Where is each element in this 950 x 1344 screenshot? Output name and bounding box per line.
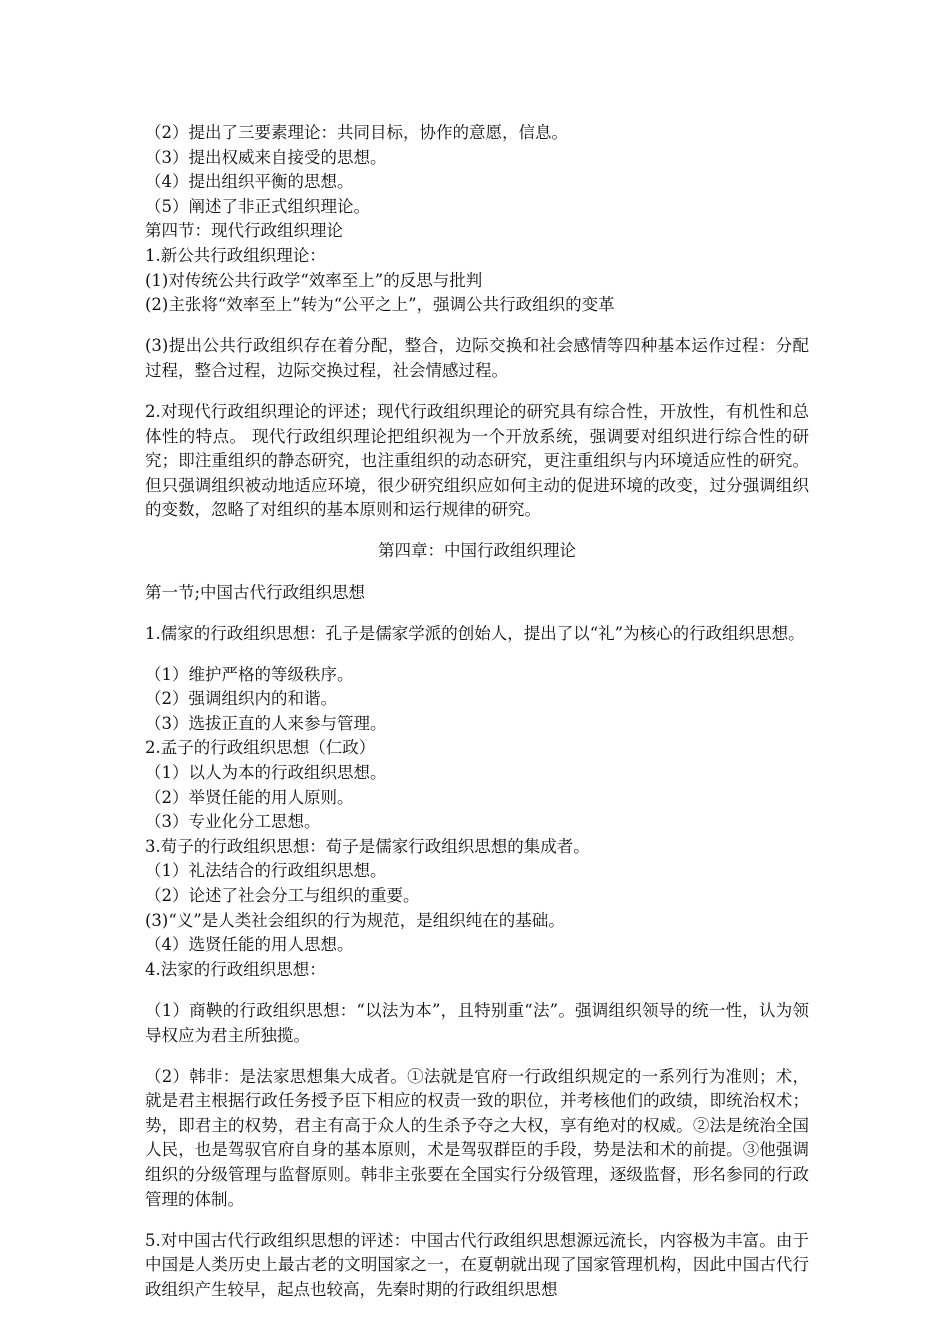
paragraph: （2）论述了社会分工与组织的重要。 — [145, 886, 420, 906]
paragraph: （2）提出了三要素理论：共同目标，协作的意愿，信息。 — [145, 123, 568, 142]
paragraph: 1.新公共行政组织理论： — [145, 245, 326, 265]
paragraph: 4.法家的行政组织思想： — [145, 959, 326, 979]
paragraph: 3.荀子的行政组织思想：荀子是儒家行政组织思想的集成者。 — [145, 836, 590, 856]
paragraph: 2.孟子的行政组织思想（仁政） — [145, 738, 376, 758]
paragraph: （4）提出组织平衡的思想。 — [145, 172, 354, 192]
paragraph: （1）以人为本的行政组织思想。 — [145, 763, 387, 783]
paragraph: （2）强调组织内的和谐。 — [145, 689, 337, 709]
paragraph: （1）商鞅的行政组织思想：“以法为本”，且特别重“法”。强调组织领导的统一性，认为领导权应为君主所独揽。 — [145, 1000, 809, 1045]
paragraph: （4）选贤任能的用人思想。 — [145, 935, 354, 955]
chapter-heading: 第四章：中国行政组织理论 — [378, 541, 576, 561]
paragraph: （2）举贤任能的用人原则。 — [145, 787, 354, 807]
paragraph: 5.对中国古代行政组织思想的评述：中国古代行政组织思想源远流长，内容极为丰富。由于中国是人类历史上最古老的文明国家之一，在夏朝就出现了国家管理机构，因此中国古代行政组织产生较早，起点也较高，先秦时期的行政组织思想 — [145, 1230, 809, 1299]
paragraph: (3)“义”是人类社会组织的行为规范，是组织纯在的基础。 — [145, 910, 565, 930]
paragraph: (3)提出公共行政组织存在着分配，整合，边际交换和社会感情等四种基本运作过程：分配过程，整合过程，边际交换过程，社会情感过程。 — [145, 336, 809, 380]
section-heading: 第一节;中国古代行政组织思想 — [145, 582, 366, 602]
paragraph: （1）礼法结合的行政组织思想。 — [145, 861, 387, 881]
section-heading: 第四节：现代行政组织理论 — [145, 221, 343, 241]
paragraph: 2.对现代行政组织理论的评述；现代行政组织理论的研究具有综合性，开放性，有机性和总体性的特点。 现代行政组织理论把组织视为一个开放系统，强调要对组织进行综合性的研究；即注重组织的静态研究，也注重组织的动态研究，更注重组织与内环境适应性的研究。 但只强调组织被动地适应环境，很少研究组织应如何主动的促进环境的改变，过分强调组织的变数，忽略了对组织的基本原则和运行规律的研究。 — [145, 401, 809, 520]
paragraph: （1）维护严格的等级秩序。 — [145, 664, 354, 684]
paragraph: (2)主张将“效率至上”转为“公平之上”，强调公共行政组织的变革 — [145, 295, 615, 315]
paragraph: （3）提出权威来自接受的思想。 — [145, 147, 387, 167]
paragraph: 1.儒家的行政组织思想：孔子是儒家学派的创始人，提出了以“礼”为核心的行政组织思想。 — [145, 623, 805, 643]
paragraph: （3）选拔正直的人来参与管理。 — [145, 713, 387, 733]
paragraph: （3）专业化分工思想。 — [145, 812, 321, 832]
paragraph: （2）韩非：是法家思想集大成者。①法就是官府一行政组织规定的一系列行为准则；术，就是君主根据行政任务授予臣下相应的权责一致的职位，并考核他们的政绩，即统治权术；势，即君主的权势，君主有高于众人的生杀予夺之大权，享有绝对的权威。②法是统治全国人民，也是驾驭官府自身的基本原则，术是驾驭群臣的手段，势是法和术的前提。③他强调组织的分级管理与监督原则。韩非主张要在全国实行分级管理，逐级监督，形名参同的行政管理的体制。 — [145, 1066, 809, 1209]
document-body — [145, 121, 809, 1319]
paragraph: (1)对传统公共行政学“效率至上”的反思与批判 — [145, 270, 483, 290]
paragraph: （5）阐述了非正式组织理论。 — [145, 196, 370, 216]
